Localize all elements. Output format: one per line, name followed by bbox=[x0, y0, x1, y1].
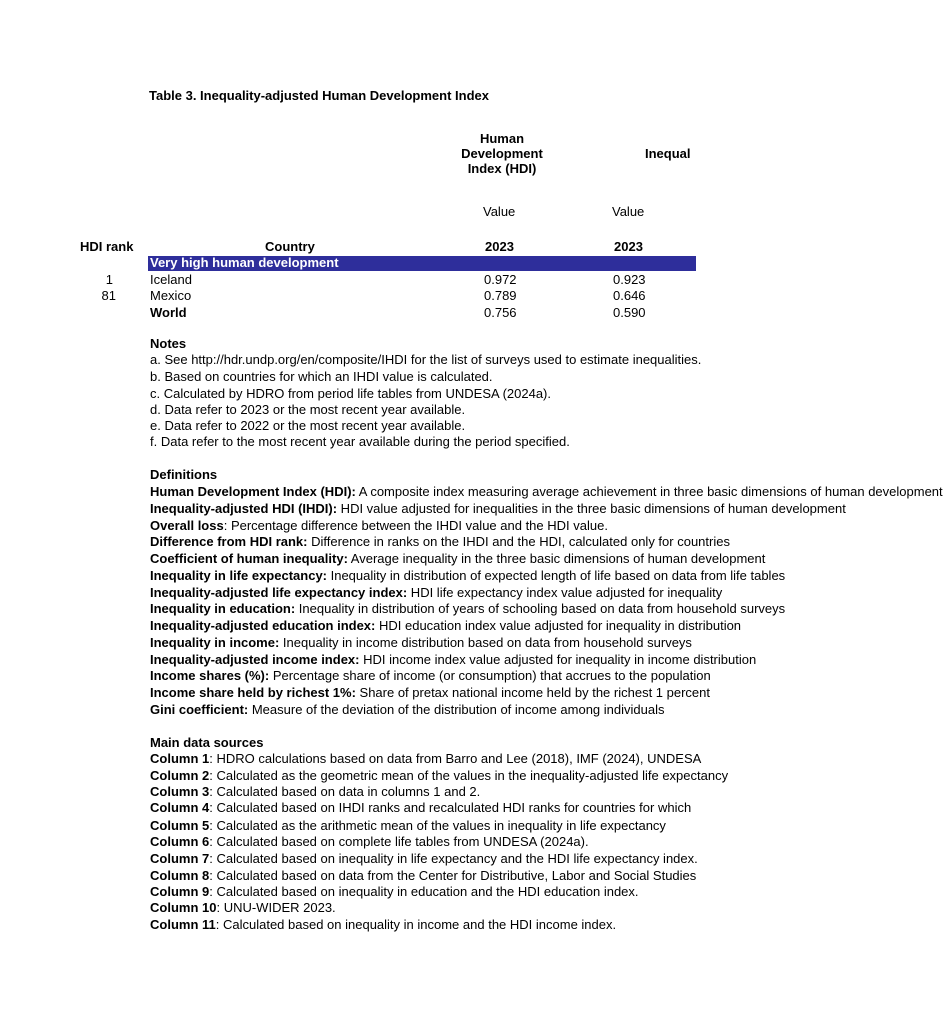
source-text: : Calculated based on inequality in income and the HDI income index. bbox=[215, 917, 617, 932]
hdi-year-header: 2023 bbox=[485, 239, 514, 254]
source-item bbox=[150, 751, 701, 767]
hdi-header-line: Development bbox=[461, 146, 543, 161]
source-item bbox=[150, 851, 698, 867]
definition-text: HDI value adjusted for inequalities in the three basic dimensions of human development bbox=[337, 501, 846, 516]
source-term: Column 1 bbox=[150, 751, 210, 766]
source-text: : Calculated as the geometric mean of the values in the inequality-adjusted life expectancy bbox=[209, 768, 729, 783]
definition-term: Inequality-adjusted income index: bbox=[150, 652, 360, 667]
definition-text: Measure of the deviation of the distribution of income among individuals bbox=[248, 702, 665, 717]
source-term: Column 6 bbox=[150, 834, 210, 849]
note-item: f. Data refer to the most recent year available during the period specified. bbox=[150, 434, 570, 449]
definition-text: Difference in ranks on the IHDI and the HDI, calculated only for countries bbox=[307, 534, 730, 549]
definition-item bbox=[150, 668, 711, 684]
row-ihdi-value: 0.646 bbox=[613, 288, 646, 303]
hdi-column-header bbox=[452, 131, 552, 176]
row-ihdi-value: 0.590 bbox=[613, 305, 646, 320]
source-text: : Calculated based on data from the Center for Distributive, Labor and Social Studies bbox=[209, 868, 697, 883]
definition-term: Inequality in income: bbox=[150, 635, 280, 650]
definition-term: Income share held by richest 1%: bbox=[150, 685, 356, 700]
hdi-value-label: Value bbox=[483, 204, 516, 219]
definition-item bbox=[150, 618, 741, 634]
definition-text: Inequality in income distribution based on data from household surveys bbox=[279, 635, 692, 650]
definition-item bbox=[150, 501, 846, 517]
source-item bbox=[150, 917, 616, 933]
source-term: Column 11 bbox=[150, 917, 216, 932]
definition-text: Share of pretax national income held by the richest 1 percent bbox=[355, 685, 711, 700]
definition-item bbox=[150, 484, 943, 500]
source-term: Column 10 bbox=[150, 900, 217, 915]
note-item: c. Calculated by HDRO from period life tables from UNDESA (2024a). bbox=[150, 386, 551, 401]
source-text: : HDRO calculations based on data from Barro and Lee (2018), IMF (2024), UNDESA bbox=[209, 751, 702, 766]
definition-term: Difference from HDI rank: bbox=[150, 534, 308, 549]
group-banner-label: Very high human development bbox=[150, 255, 339, 270]
row-hdi-value: 0.972 bbox=[484, 272, 517, 287]
source-term: Column 2 bbox=[150, 768, 210, 783]
definition-text: Inequality in distribution of years of schooling based on data from household surveys bbox=[295, 601, 786, 616]
definition-text: HDI income index value adjusted for inequality in income distribution bbox=[359, 652, 757, 667]
definition-term: Inequality-adjusted HDI (IHDI): bbox=[150, 501, 338, 516]
source-text: : UNU-WIDER 2023. bbox=[216, 900, 336, 915]
notes-heading: Notes bbox=[150, 336, 187, 351]
definition-item bbox=[150, 551, 765, 567]
source-item bbox=[150, 818, 666, 834]
ihdi-value-label: Value bbox=[612, 204, 645, 219]
definition-term: Gini coefficient: bbox=[150, 702, 249, 717]
hdi-header-line: Index (HDI) bbox=[467, 161, 537, 176]
source-item bbox=[150, 800, 691, 816]
definition-item bbox=[150, 702, 664, 718]
source-term: Column 7 bbox=[150, 851, 210, 866]
hdi-header-line: Human bbox=[479, 131, 525, 146]
group-banner bbox=[148, 256, 696, 271]
table-title: Table 3. Inequality-adjusted Human Development Index bbox=[149, 88, 489, 103]
country-header: Country bbox=[265, 239, 315, 254]
definition-term: Human Development Index (HDI): bbox=[150, 484, 356, 499]
definition-term: Inequality in life expectancy: bbox=[150, 568, 327, 583]
definition-item bbox=[150, 635, 692, 651]
source-text: : Calculated based on inequality in education and the HDI education index. bbox=[209, 884, 639, 899]
source-term: Column 4 bbox=[150, 800, 210, 815]
definition-text: HDI life expectancy index value adjusted for inequality bbox=[407, 585, 723, 600]
definition-item bbox=[150, 601, 785, 617]
definition-term: Overall loss bbox=[150, 518, 224, 533]
definition-term: Income shares (%): bbox=[150, 668, 270, 683]
definition-text: Inequality in distribution of expected length of life based on data from life tables bbox=[327, 568, 786, 583]
source-item bbox=[150, 884, 639, 900]
definition-item bbox=[150, 518, 608, 534]
row-ihdi-value: 0.923 bbox=[613, 272, 646, 287]
source-term: Column 3 bbox=[150, 784, 210, 799]
source-item bbox=[150, 784, 480, 800]
source-term: Column 5 bbox=[150, 818, 210, 833]
definition-text: : Percentage difference between the IHDI value and the HDI value. bbox=[223, 518, 608, 533]
source-item bbox=[150, 768, 728, 784]
source-item bbox=[150, 834, 589, 850]
ihdi-year-header: 2023 bbox=[614, 239, 643, 254]
note-item: a. See http://hdr.undp.org/en/composite/IHDI for the list of surveys used to estimate inequalities. bbox=[150, 352, 702, 367]
definitions-heading: Definitions bbox=[150, 467, 218, 482]
source-text: : Calculated as the arithmetic mean of the values in inequality in life expectancy bbox=[209, 818, 666, 833]
definition-item bbox=[150, 685, 710, 701]
row-country: World bbox=[150, 305, 187, 320]
source-term: Column 8 bbox=[150, 868, 210, 883]
note-item: b. Based on countries for which an IHDI value is calculated. bbox=[150, 369, 493, 384]
definition-term: Inequality-adjusted life expectancy index: bbox=[150, 585, 408, 600]
source-text: : Calculated based on inequality in life expectancy and the HDI life expectancy index. bbox=[209, 851, 698, 866]
row-hdi-value: 0.789 bbox=[484, 288, 517, 303]
definition-item bbox=[150, 568, 785, 584]
definition-item bbox=[150, 534, 730, 550]
source-text: : Calculated based on complete life tables from UNDESA (2024a). bbox=[209, 834, 589, 849]
definition-text: HDI education index value adjusted for inequality in distribution bbox=[375, 618, 742, 633]
definition-text: Percentage share of income (or consumption) that accrues to the population bbox=[269, 668, 711, 683]
definition-term: Coefficient of human inequality: bbox=[150, 551, 348, 566]
row-rank: 81 bbox=[101, 288, 116, 303]
source-term: Column 9 bbox=[150, 884, 210, 899]
note-item: d. Data refer to 2023 or the most recent year available. bbox=[150, 402, 466, 417]
hdi-rank-header: HDI rank bbox=[80, 239, 134, 254]
ihdi-column-header: Inequal bbox=[645, 146, 691, 161]
source-item bbox=[150, 868, 696, 884]
definition-item bbox=[150, 652, 756, 668]
row-rank: 1 bbox=[105, 272, 113, 287]
definition-term: Inequality in education: bbox=[150, 601, 296, 616]
definition-term: Inequality-adjusted education index: bbox=[150, 618, 376, 633]
row-hdi-value: 0.756 bbox=[484, 305, 517, 320]
source-item bbox=[150, 900, 336, 916]
row-country: Mexico bbox=[150, 288, 192, 303]
definition-item bbox=[150, 585, 722, 601]
note-item: e. Data refer to 2022 or the most recent year available. bbox=[150, 418, 466, 433]
definition-text: Average inequality in the three basic dimensions of human development bbox=[347, 551, 766, 566]
source-text: : Calculated based on data in columns 1 and 2. bbox=[209, 784, 481, 799]
definition-text: A composite index measuring average achievement in three basic dimensions of human development bbox=[355, 484, 943, 499]
sources-heading: Main data sources bbox=[150, 735, 264, 750]
source-text: : Calculated based on IHDI ranks and recalculated HDI ranks for countries for which bbox=[209, 800, 692, 815]
row-country: Iceland bbox=[150, 272, 192, 287]
